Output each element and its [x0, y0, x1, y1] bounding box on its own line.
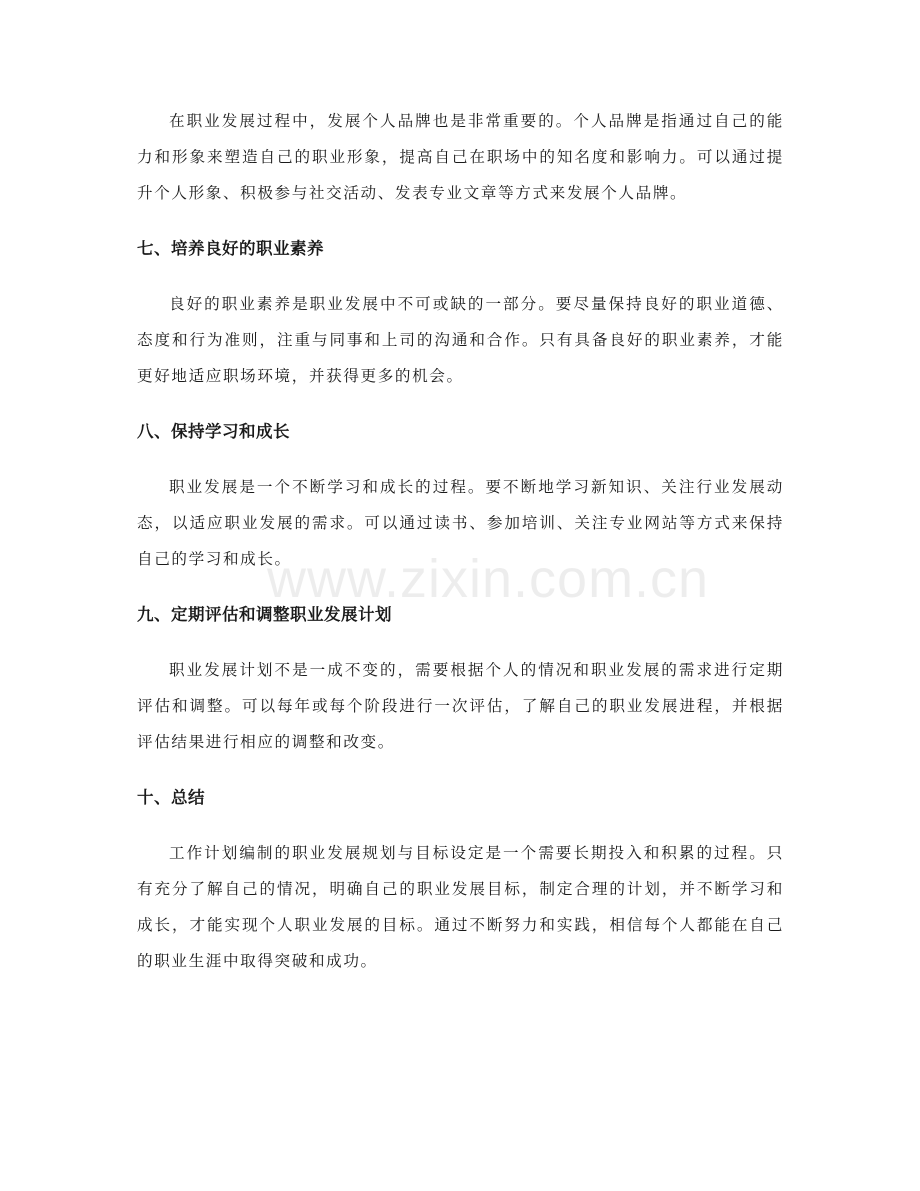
paragraph-learning-growth: 职业发展是一个不断学习和成长的过程。要不断地学习新知识、关注行业发展动态，以适应职业发展的需求。可以通过读书、参加培训、关注专业网站等方式来保持自己的学习和成长。 [137, 478, 784, 568]
section-heading-8: 八、保持学习和成长 [137, 422, 290, 441]
document-body [137, 103, 784, 979]
section-heading-9: 九、定期评估和调整职业发展计划 [137, 605, 392, 624]
section-heading-7: 七、培养良好的职业素养 [137, 239, 324, 258]
watermark: www.zixin.com.cn [267, 549, 710, 609]
paragraph-personal-brand: 在职业发展过程中，发展个人品牌也是非常重要的。个人品牌是指通过自己的能力和形象来塑造自己的职业形象，提高自己在职场中的知名度和影响力。可以通过提升个人形象、积极参与社交活动、发表专业文章等方式来发展个人品牌。 [137, 112, 784, 202]
paragraph-evaluate-adjust: 职业发展计划不是一成不变的，需要根据个人的情况和职业发展的需求进行定期评估和调整。可以每年或每个阶段进行一次评估，了解自己的职业发展进程，并根据评估结果进行相应的调整和改变。 [137, 661, 784, 751]
paragraph-summary: 工作计划编制的职业发展规划与目标设定是一个需要长期投入和积累的过程。只有充分了解自己的情况，明确自己的职业发展目标，制定合理的计划，并不断学习和成长，才能实现个人职业发展的目标。通过不断努力和实践，相信每个人都能在自己的职业生涯中取得突破和成功。 [137, 844, 784, 970]
paragraph-professional-quality: 良好的职业素养是职业发展中不可或缺的一部分。要尽量保持良好的职业道德、态度和行为准则，注重与同事和上司的沟通和合作。只有具备良好的职业素养，才能更好地适应职场环境，并获得更多的机会。 [137, 295, 784, 385]
section-heading-10: 十、总结 [137, 788, 205, 807]
